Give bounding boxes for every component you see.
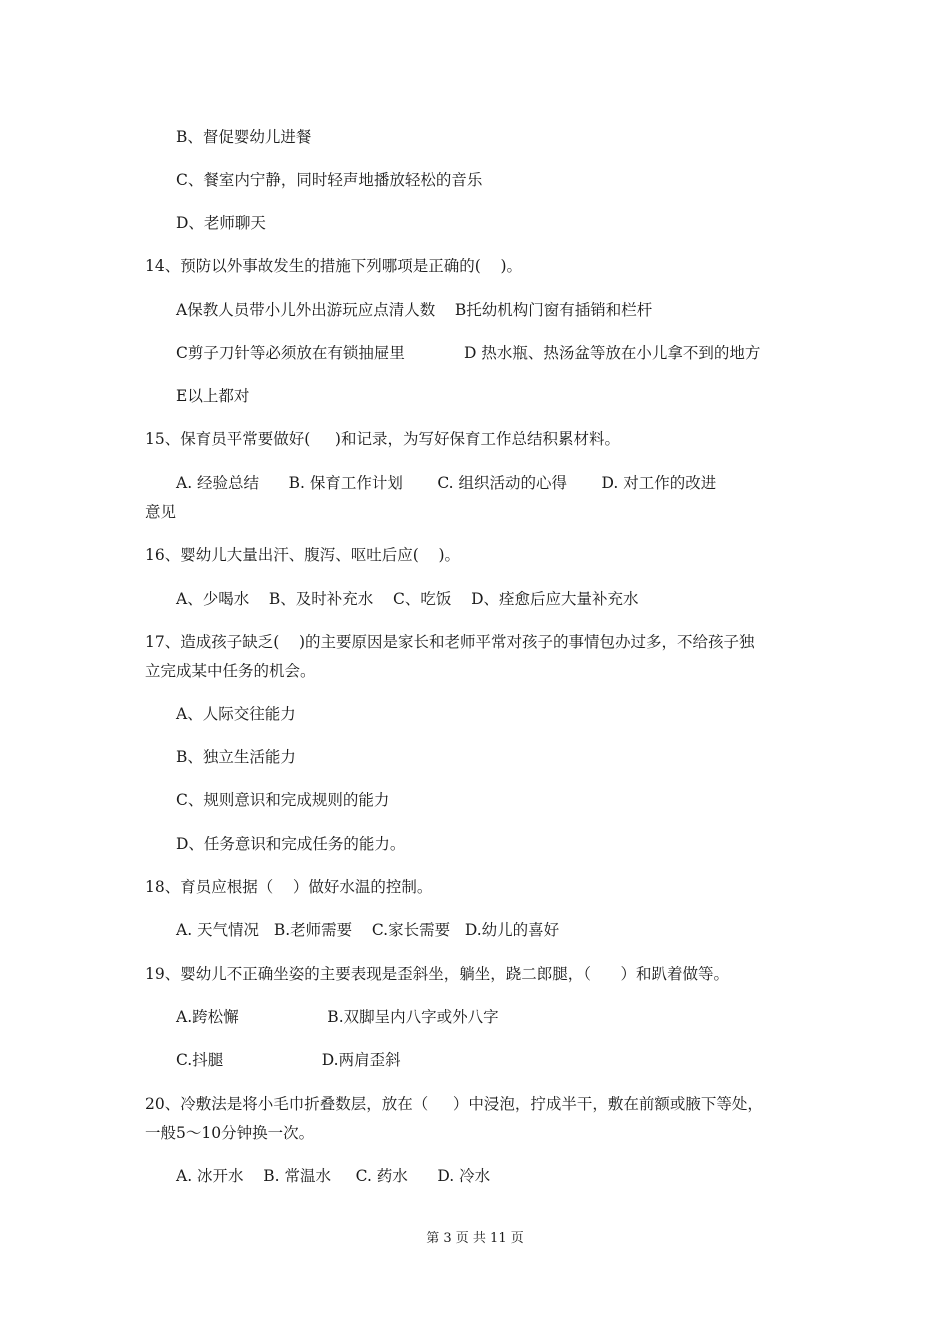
question-17: 17、造成孩子缺乏( )的主要原因是家长和老师平常对孩子的事情包办过多，不给孩子独 bbox=[145, 633, 755, 651]
page-footer: 第 3 页 共 11 页 bbox=[426, 1231, 524, 1246]
q13-option-c: C、餐室内宁静，同时轻声地播放轻松的音乐 bbox=[176, 171, 483, 189]
q13-option-b: B、督促婴幼儿进餐 bbox=[176, 128, 312, 146]
q17-option-d: D、任务意识和完成任务的能力。 bbox=[176, 835, 406, 853]
q14-options-ab: A保教人员带小儿外出游玩应点清人数 B托幼机构门窗有插销和栏杆 bbox=[176, 301, 653, 319]
question-20: 20、冷敷法是将小毛巾折叠数层，放在（ ）中浸泡，拧成半干，敷在前额或腋下等处， bbox=[145, 1095, 763, 1113]
q13-option-d: D、老师聊天 bbox=[176, 214, 266, 232]
question-14: 14、预防以外事故发生的措施下列哪项是正确的( )。 bbox=[145, 257, 523, 275]
q15-options: A. 经验总结 B. 保育工作计划 C. 组织活动的心得 D. 对工作的改进 bbox=[176, 474, 717, 492]
q19-options-cd: C.抖腿 D.两肩歪斜 bbox=[176, 1051, 401, 1069]
question-20-cont: 一般5～10分钟换一次。 bbox=[145, 1124, 315, 1142]
q16-options: A、少喝水 B、及时补充水 C、吃饭 D、痊愈后应大量补充水 bbox=[176, 590, 639, 608]
q17-option-a: A、人际交往能力 bbox=[176, 705, 296, 723]
question-18: 18、育员应根据（ ）做好水温的控制。 bbox=[145, 878, 433, 896]
q18-options: A. 天气情况 B.老师需要 C.家长需要 D.幼儿的喜好 bbox=[176, 921, 560, 939]
question-17-cont: 立完成某中任务的机会。 bbox=[145, 662, 316, 680]
question-15: 15、保育员平常要做好( )和记录，为写好保育工作总结积累材料。 bbox=[145, 430, 620, 448]
q14-options-cd: C剪子刀针等必须放在有锁抽屉里 D 热水瓶、热汤盆等放在小儿拿不到的地方 bbox=[176, 344, 761, 362]
question-19: 19、婴幼儿不正确坐姿的主要表现是歪斜坐，躺坐，跷二郎腿，（ ）和趴着做等。 bbox=[145, 965, 730, 983]
q15-options-cont: 意见 bbox=[145, 503, 177, 521]
q20-options: A. 冰开水 B. 常温水 C. 药水 D. 冷水 bbox=[176, 1167, 491, 1185]
q14-option-e: E以上都对 bbox=[176, 387, 250, 405]
question-16: 16、婴幼儿大量出汗、腹泻、呕吐后应( )。 bbox=[145, 546, 461, 564]
q17-option-b: B、独立生活能力 bbox=[176, 748, 296, 766]
q19-options-ab: A.跨松懈 B.双脚呈内八字或外八字 bbox=[176, 1008, 499, 1026]
q17-option-c: C、规则意识和完成规则的能力 bbox=[176, 791, 390, 809]
